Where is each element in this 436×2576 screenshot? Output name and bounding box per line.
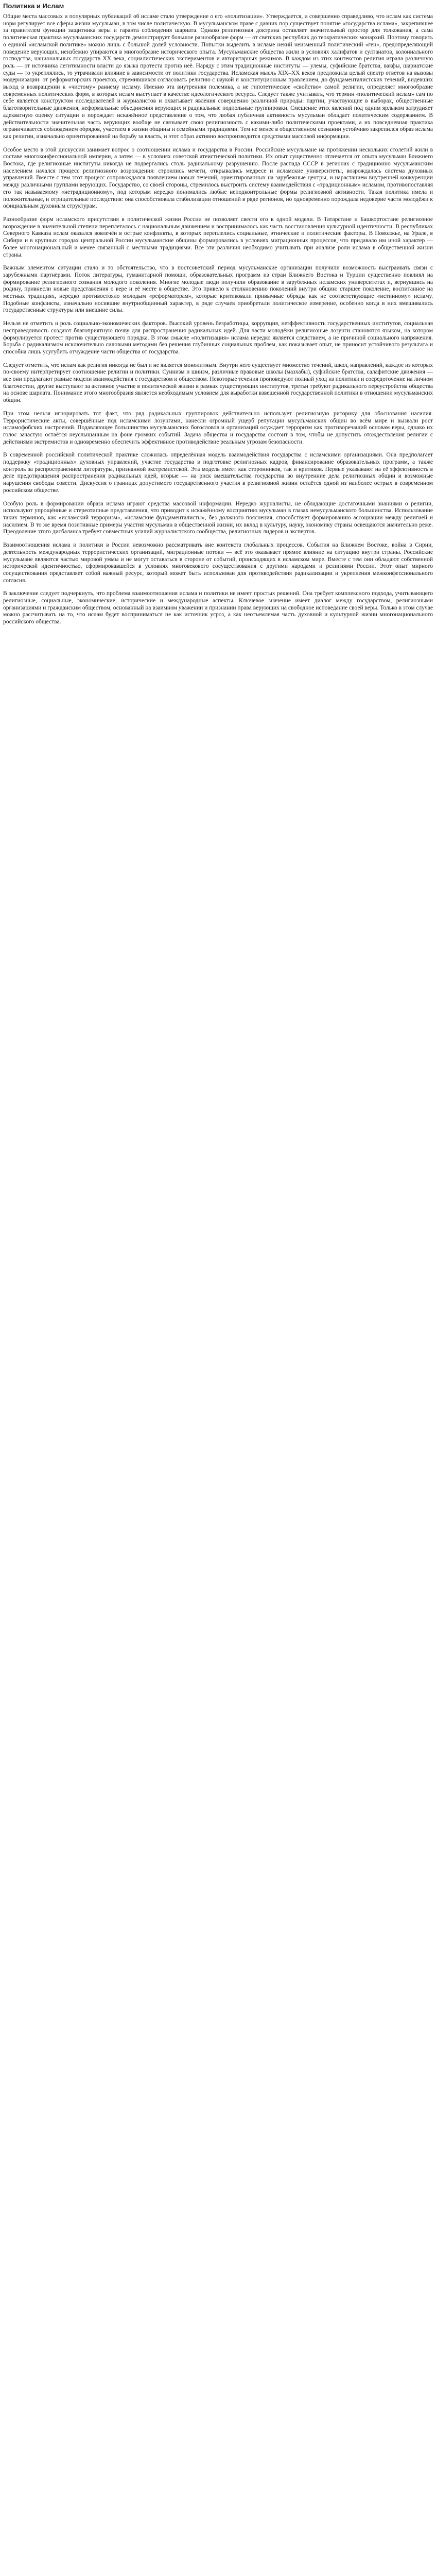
article-paragraph-4: Важным элементом ситуации стало и то обстоятельство, что в постсоветский период мусульманские организации получили возможность выстраивать связи с зарубежными партнёрами. Поток литературы, гуманитарной помощи, образовательных программ из стран Ближнего Востока и Турции существенно повлиял на формирование религиозного сознания молодого поколения. Многие молодые люди получили образование в зарубежных исламских университетах и, вернувшись на родину, привнесли новые представления о вере и её месте в обществе. Это привело к столкновению поколений внутри общин: старшее поколение, воспитанное на местных традициях, нередко противостояло молодым «реформаторам», которые критиковали привычные обряды как не соответствующие «истинному» исламу. Подобные конфликты, изначально носившие внутриобщинный характер, в ряде случаев приобретали политическое измерение, особенно когда в них вмешивались государственные структуры или внешние силы. — [3, 265, 433, 314]
article-paragraph-3: Разнообразие форм исламского присутствия в политической жизни России не позволяет свести его к одной модели. В Татарстане и Башкортостане религиозное возрождение в значительной степени переплеталось с национальным движением и воспринималось как часть восстановления культурной идентичности. В республиках Северного Кавказа ислам оказался вовлечён в острые конфликты, в которых переплелись социальные, этнические и политические факторы. В Поволжье, на Урале, в Сибири и в крупных городах центральной России мусульманские общины формировались в условиях миграционных процессов, что придавало им иной характер — более многонациональный и менее связанный с местными традициями. Все эти различия необходимо учитывать при анализе роли ислама в общественной жизни страны. — [3, 216, 433, 258]
article-paragraph-10: Взаимоотношения ислама и политики в России невозможно рассматривать вне контекста глобальных процессов. События на Ближнем Востоке, война в Сирии, деятельность международных террористических организаций, миграционные потоки — всё это оказывает прямое влияние на ситуацию внутри страны. Российские мусульмане являются частью мировой уммы и не могут оставаться в стороне от событий, происходящих в исламском мире. Вместе с тем они обладают собственной исторической идентичностью, сформировавшейся в условиях многовекового сосуществования с другими народами и религиями России. Этот опыт мирного сосуществования представляет собой важный ресурс, который может быть использован для противодействия радикализации и укрепления межконфессионального согласия. — [3, 542, 433, 584]
article-paragraph-5: Нельзя не отметить и роль социально-экономических факторов. Высокий уровень безработицы, коррупция, неэффективность государственных институтов, социальная несправедливость создают благоприятную почву для распространения радикальных идей. Для части молодёжи религиозные лозунги становятся языком, на котором формулируется протест против существующего порядка. В этом смысле «политизация» ислама нередко является следствием, а не причиной социального напряжения. Борьба с радикализмом исключительно силовыми методами без решения глубинных социальных проблем, как показывает опыт, не приносит устойчивого результата и способна лишь усугубить отчуждение части общества от государства. — [3, 320, 433, 355]
article-title: Политика и Ислам — [3, 2, 64, 10]
article-paragraph-8: В современной российской политической практике сложилась определённая модель взаимодействия государства с исламскими организациями. Она предполагает поддержку «традиционных» духовных управлений, участие государства в подготовке религиозных кадров, финансирование образовательных программ, а также контроль за распространением литературы, признанной экстремистской. Эта модель имеет как сторонников, так и критиков. Первые указывают на её эффективность в деле предотвращения распространения радикальных идей, вторые — на риск вмешательства государства во внутренние дела религиозных общин и возможные нарушения свободы совести. Дискуссия о границах допустимого государственного участия в религиозной жизни остаётся одной из наиболее острых в современном российском обществе. — [3, 452, 433, 494]
article-paragraph-9: Особую роль в формировании образа ислама играют средства массовой информации. Нередко журналисты, не обладающие достаточными знаниями о религии, используют упрощённые и стереотипные представления, что приводит к искажённому восприятию мусульман в глазах немусульманского большинства. Использование таких терминов, как «исламский терроризм», «исламские фундаменталисты», без должного пояснения, способствует формированию ассоциации между религией и насилием. В то же время позитивные примеры участия мусульман в общественной жизни, их вклад в культуру, науку, экономику страны освещаются значительно реже. Преодоление этого дисбаланса требует совместных усилий журналистского сообщества, религиозных лидеров и экспертов. — [3, 500, 433, 535]
article-paragraph-7: При этом нельзя игнорировать тот факт, что ряд радикальных группировок действительно использует религиозную риторику для обоснования насилия. Террористические акты, совершённые под исламскими лозунгами, нанесли огромный ущерб репутации мусульманских общин во всём мире и вызвали рост исламофобских настроений. Подавляющее большинство мусульманских богословов и организаций осуждает терроризм как противоречащий основам веры, однако их голос зачастую остаётся неуслышанным на фоне громких событий. Задача общества и государства состоит в том, чтобы не допустить отождествления религии с действиями экстремистов и одновременно обеспечить эффективное противодействие реальным угрозам безопасности. — [3, 410, 433, 445]
article-paragraph-6: Следует отметить, что ислам как религия никогда не был и не является монолитным. Внутри него существует множество течений, школ, направлений, каждое из которых по-своему интерпретирует соотношение религии и политики. Суннизм и шиизм, различные правовые школы (мазхабы), суфийские братства, салафитские движения — все они предлагают разные модели взаимодействия с государством и обществом. Некоторые течения проповедуют полный уход из политики и сосредоточение на личном благочестии, другие выступают за активное участие в политической жизни в рамках существующих институтов, третьи требуют радикального переустройства общества на основе шариата. Понимание этого многообразия является необходимым условием для выработки взвешенной государственной политики в отношении мусульманских общин. — [3, 362, 433, 404]
article-paragraph-11: В заключение следует подчеркнуть, что проблема взаимоотношения ислама и политики не имеет простых решений. Она требует комплексного подхода, учитывающего религиозные, социальные, экономические, исторические и международные аспекты. Ключевое значение имеет диалог между государством, религиозными организациями и гражданским обществом, основанный на взаимном уважении и признании права верующих на свободное исповедание своей веры. Только в этом случае можно рассчитывать на то, что ислам будет восприниматься не как источник угроз, а как неотъемлемая часть духовной и культурной жизни многонационального российского общества. — [3, 590, 433, 625]
article-paragraph-1: Общие места массовых и популярных публикаций об исламе стало утверждение о его «политизации». Утверждается, и совершенно справедливо, что ислам как система норм регулирует все сферы жизни мусульман, в том числе политическую. В мусульманском праве с давних пор существует понятие «государства ислама», закрепившее за правителем функции защитника веры и гаранта соблюдения шариата. Однако религиозная доктрина оставляет значительный простор для толкования, а сама политическая практика мусульманских государств демонстрирует большое разнообразие форм — от светских республик до теократических монархий. Поэтому говорить о единой «исламской политике» можно лишь с большой долей условности. Попытки выделить в исламе некий неизменный политический «ген», предопределяющий поведение верующих, неизбежно упираются в многообразие исторического опыта. Мусульманские общества жили в условиях халифатов и султанатов, колониального господства, национальных государств XX века, социалистических экспериментов и авторитарных режимов. В каждом из этих контекстов религия играла различную роль — от источника легитимности власти до языка протеста против неё. Наряду с этим традиционные институты — улемы, суфийские братства, вакфы, шариатские суды — то укреплялись, то утрачивали влияние в зависимости от политики государства. Исламская мысль XIX–XX веков предложила целый спектр ответов на вызовы модернизации: от реформаторских проектов, стремившихся согласовать религию с наукой и конституционным правлением, до фундаменталистских течений, видевших выход в возвращении к «чистому» раннему исламу. Именно эта внутренняя полемика, а не гипотетическое «свойство» самой религии, определяет многообразие современных политических форм, в которых ислам выступает в качестве идеологического ресурса. Следует также учитывать, что термин «политический ислам» сам по себе является конструктом исследователей и журналистов и охватывает явления совершенно различной природы: партии, участвующие в выборах, общественные благотворительные движения, неформальные объединения верующих и радикальные подпольные группировки. Смешение этих явлений под одним ярлыком затрудняет адекватную оценку ситуации и порождает искажённое представление о том, что любая публичная активность мусульман обладает политическим содержанием. В действительности значительная часть верующих вообще не связывает свою религиозность с какими-либо политическими проектами, а их повседневная практика ограничивается соблюдением обрядов, участием в жизни общины и семейными традициями. Тем не менее в общественном сознании устойчиво закрепился образ ислама как религии, изначально ориентированной на борьбу за власть, и этот образ активно воспроизводится средствами массовой информации. — [3, 13, 433, 140]
article-body — [3, 13, 433, 626]
article-paragraph-2: Особое место в этой дискуссии занимает вопрос о соотношении ислама и государства в России. Российские мусульмане на протяжении нескольких столетий жили в составе многоконфессиональной империи, а затем — в условиях советской атеистической политики. Их опыт существенно отличается от опыта мусульман Ближнего Востока, где религиозные институты никогда не подвергались столь радикальному разрушению. После распада СССР в регионах с традиционно мусульманским населением начался процесс религиозного возрождения: строились мечети, открывались медресе и исламские университеты, возрождалась система духовных управлений. Вместе с тем этот процесс сопровождался появлением новых течений, ориентированных на зарубежные центры, и нарастанием внутренней конкуренции между различными группами верующих. Государство, со своей стороны, стремилось выстроить систему взаимодействия с «традиционным» исламом, противопоставляя его так называемому «нетрадиционному», под которым нередко понимались любые неподконтрольные формы религиозной активности. Такая политика имела и положительные, и отрицательные последствия: она способствовала стабилизации отношений в ряде регионов, но одновременно порождала недоверие части молодёжи к официальным духовным структурам. — [3, 146, 433, 210]
